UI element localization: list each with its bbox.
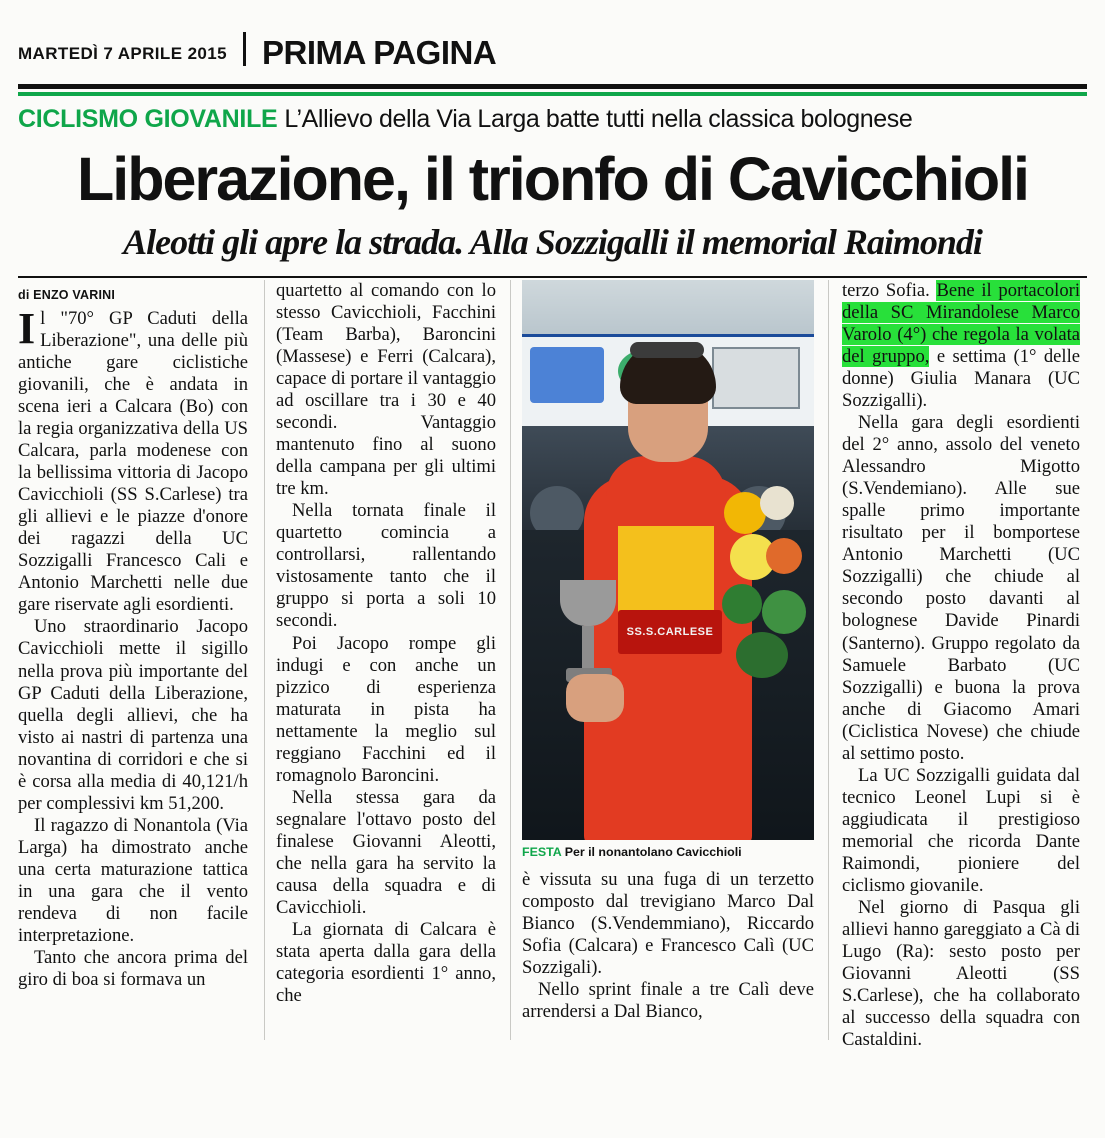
paragraph-highlighted [842,280,1080,412]
paragraph: Il ragazzo di Nonantola (Via Larga) ha dimostrato anche una certa maturazione tattica in una gara che il vento rendeva di non facile interpretazione. [18,814,248,946]
column-4 [828,280,1080,1051]
sunglasses-icon [630,342,704,358]
rider-bib [618,610,722,654]
paragraph: Il "70° GP Caduti della Liberazione", una delle più antiche gare ciclistiche giovanili, che è andata in scena ieri a Calcara (Bo) con la regia organizzativa della US Calcara, parla modenese con la bellissima vittoria di Jacopo Cavicchioli (SS S.Carlese) tra gli allievi e le piazze d'onore dei ragazzi della UC Sozzigalli Francesco Cali e Antonio Marchetti nelle due gare riservate agli esordienti. [18,304,248,616]
photo-caption [522,845,814,859]
issue-date: MARTEDÌ 7 APRILE 2015 [18,44,227,63]
rider-hood [606,456,726,526]
caption-text: Per il nonantolano Cavicchioli [564,845,742,860]
photo-block [522,280,814,859]
subheadline: Aleotti gli apre la strada. Alla Sozzigalli il memorial Raimondi [123,222,982,263]
kicker-text: L’Allievo della Via Larga batte tutti nella classica bolognese [284,105,913,133]
highlight-marker: Bene il portacolori della SC Mirandolese Marco Varolo (4°) che regola la volata del gruppo, [842,280,1080,368]
flower [760,486,794,520]
paragraph: Nella tornata finale il quartetto comincia a controllarsi, rallentando vistosamente tanto che il gruppo si porta a soli 10 secondi. [276,500,496,632]
leaf [736,632,788,678]
column-3 [510,280,828,1040]
flower-bouquet [718,486,810,682]
banner-logo-1 [530,347,604,403]
trophy-stem [582,626,594,668]
flower [766,538,802,574]
section-title: PRIMA PAGINA [262,33,497,71]
paragraph: Uno straordinario Jacopo Cavicchioli mette il sigillo nella prova più importante del GP Caduti della Liberazione, quella degli allievi, che ha visto ai nastri di partenza una novantina di corridori e che si è corsa alla media di 40,121/h per complessivi km 51,200. [18,616,248,814]
rider-hand [566,674,624,722]
paragraph: Nella gara degli esordienti del 2° anno, assolo del veneto Alessandro Migotto (S.Vendemiano). Alle sue spalle primo importante risultato per il bomportese Antonio Marchetti (UC Sozzigalli) che chiude al secondo posto davanti al bolognese Davide Pinardi (Santerno). Gruppo regolato da Samuele Barbato (UC Sozzigalli) e buona la prova anche di Giacomo Amari (Ciclistica Novese) che chiude al settimo posto. [842,412,1080,764]
paragraph: Poi Jacopo rompe gli indugi e con anche un pizzico di esperienza maturata in pista ha nettamente la meglio sul reggiano Facchini ed il romagnolo Baroncini. [276,632,496,786]
paragraph: La UC Sozzigalli guidata dal tecnico Leonel Lupi si è aggiudicata il prestigioso memorial che ricorda Dante Raimondi, pioniere del ciclismo giovanile. [842,764,1080,896]
kicker-label: CICLISMO GIOVANILE [18,105,278,133]
paragraph-pre: terzo Sofia. [842,280,937,302]
paragraph: è vissuta su una fuga di un terzetto composto dal trevigiano Marco Dal Bianco (S.Vendemmiano), Riccardo Sofia (Calcara) e Francesco Calì (UC Sozzigali). [522,869,814,979]
byline: di ENZO VARINI [18,288,116,303]
paragraph: Tanto che ancora prima del giro di boa si formava un [18,946,248,990]
column-2 [264,280,510,1040]
leaf [762,590,806,634]
banner-logo-3 [712,347,800,409]
article-columns [18,280,1087,1051]
masthead-divider [243,32,246,66]
paragraph-post: e settima (1° delle donne) Giulia Manara (UC Sozzigalli). [842,346,1080,412]
caption-label: FESTA [522,845,562,860]
trophy-cup [560,580,616,626]
masthead [18,0,1087,71]
rule-green [18,92,1087,96]
paragraph: Nel giorno di Pasqua gli allievi hanno gareggiato a Cà di Lugo (Ra): sesto posto per Giovanni Aleotti (SS S.Carlese), che ha collaborato al successo della squadra con Castaldini. [842,896,1080,1051]
paragraph: Nello sprint finale a tre Calì deve arrendersi a Dal Bianco, [522,979,814,1023]
paragraph: Nella stessa gara da segnalare l'ottavo posto del finalese Giovanni Aleotti, che nella gara ha servito la causa della squadra e di Cavicchioli. [276,786,496,918]
leaf [722,584,762,624]
headline: Liberazione, il trionfo di Cavicchioli [77,145,1028,214]
column-1 [18,280,264,1040]
kicker [18,106,1087,132]
rule-black-top [18,84,1087,89]
paragraph: quartetto al comando con lo stesso Cavicchioli, Facchini (Team Barba), Baroncini (Massese) e Ferri (Calcara), capace di portare il vantaggio ad oscillare tra i 30 e 40 secondi. Vantaggio mantenuto fino al suono della campana per gli ultimi tre km. [276,280,496,500]
photo-cavicchioli [522,280,814,840]
bib-text: SS.S.CARLESE [626,626,714,639]
rule-black-under-headline [18,276,1087,278]
paragraph: La giornata di Calcara è stata aperta dalla gara della categoria esordienti 1° anno, che [276,918,496,1007]
